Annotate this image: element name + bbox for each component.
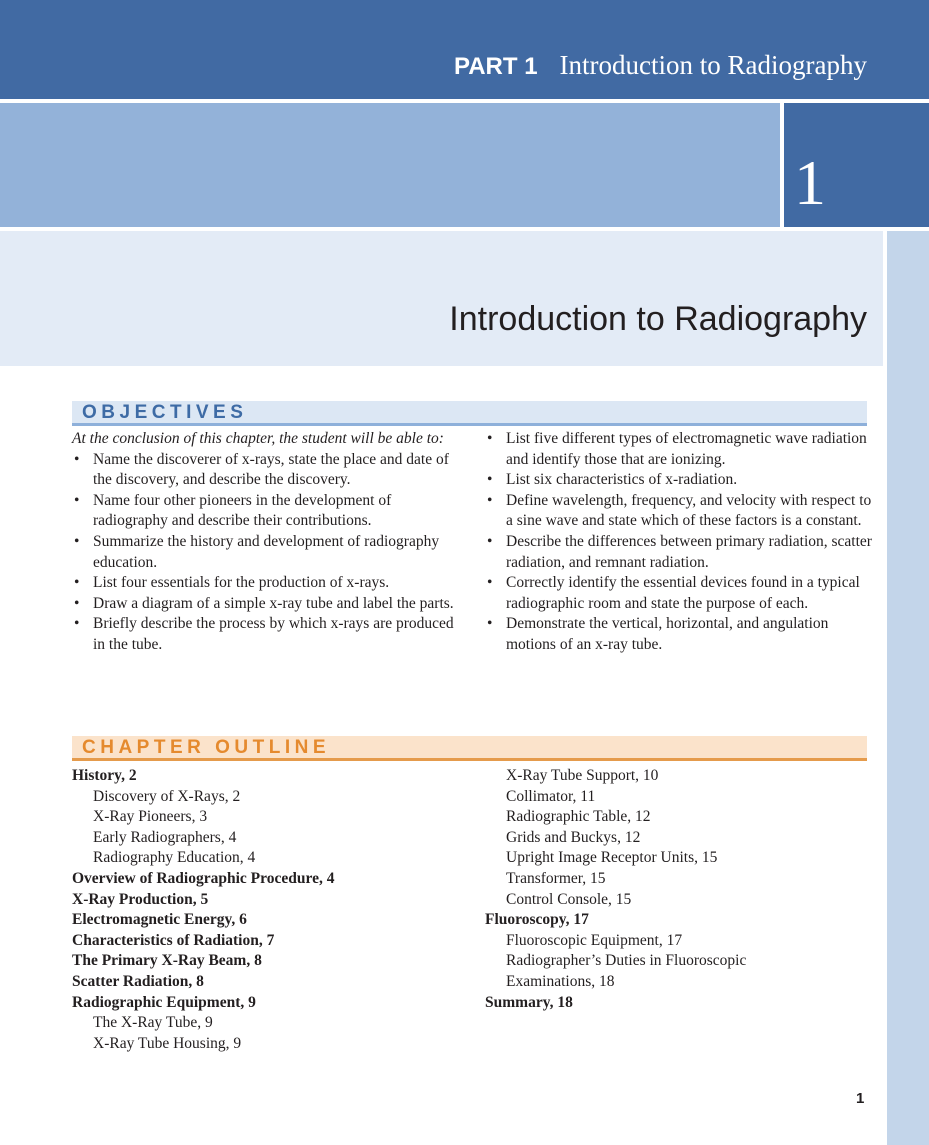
objective-item: • List six characteristics of x-radiation. [485, 470, 877, 491]
side-strip [887, 231, 929, 1145]
chapter-number: 1 [794, 147, 826, 218]
outline-right-column [485, 766, 877, 1013]
outline-entry: Grids and Buckys, 12 [506, 828, 641, 846]
outline-entry: Radiography Education, 4 [93, 849, 256, 867]
objective-item: • Name four other pioneers in the development of radiography and describe their contributions. [72, 491, 464, 532]
objective-item: • List four essentials for the production of x-rays. [72, 573, 464, 594]
objective-item: • List five different types of electromagnetic wave radiation and identify those that are ionizing. [485, 429, 877, 470]
outline-entry: Upright Image Receptor Units, 15 [506, 849, 718, 867]
outline-entry: Radiographer’s Duties in Fluoroscopic Examinations, 18 [506, 952, 747, 990]
outline-entry: Radiographic Table, 12 [506, 808, 651, 826]
outline-entry: Transformer, 15 [506, 869, 606, 887]
outline-entry: Collimator, 11 [506, 787, 596, 805]
objectives-right-column [485, 429, 877, 656]
chapter-title: Introduction to Radiography [449, 300, 867, 338]
outline-entry: Radiographic Equipment, 9 [72, 993, 256, 1011]
outline-entry: Control Console, 15 [506, 890, 632, 908]
objective-item: • Name the discoverer of x-rays, state the place and date of the discovery, and describe the discovery. [72, 450, 464, 491]
outline-entry: Characteristics of Radiation, 7 [72, 931, 275, 949]
objective-item: • Describe the differences between primary radiation, scatter radiation, and remnant radiation. [485, 532, 877, 573]
part-number: PART 1 [453, 53, 538, 80]
outline-entry: Discovery of X-Rays, 2 [93, 787, 241, 805]
outline-heading-label: CHAPTER OUTLINE [82, 737, 330, 758]
outline-entry: The Primary X-Ray Beam, 8 [72, 952, 262, 970]
outline-entry: Overview of Radiographic Procedure, 4 [72, 869, 335, 887]
outline-entry: The X-Ray Tube, 9 [93, 1014, 213, 1032]
outline-entry: Early Radiographers, 4 [93, 828, 237, 846]
outline-left-column [72, 766, 472, 1054]
objective-item: • Define wavelength, frequency, and velocity with respect to a sine wave and state which of these factors is a constant. [485, 491, 877, 532]
outline-entry: Summary, 18 [485, 993, 573, 1011]
objectives-list-right [485, 429, 877, 656]
objective-item: • Summarize the history and development of radiography education. [72, 532, 464, 573]
objective-item: • Demonstrate the vertical, horizontal, and angulation motions of an x-ray tube. [485, 614, 877, 655]
objectives-left-column [72, 429, 464, 656]
outline-entry: History, 2 [72, 767, 137, 784]
objectives-list-left [72, 450, 464, 656]
outline-heading [72, 736, 867, 758]
objective-item: • Draw a diagram of a simple x-ray tube and label the parts. [72, 594, 464, 615]
outline-entry: Fluoroscopy, 17 [485, 911, 589, 929]
objectives-heading [72, 401, 867, 423]
objective-item: • Correctly identify the essential devices found in a typical radiographic room and state the purpose of each. [485, 573, 877, 614]
outline-entry: X-Ray Tube Housing, 9 [93, 1034, 242, 1052]
chapter-banner [0, 103, 780, 227]
chapter-title-band [0, 231, 883, 366]
outline-entry: X-Ray Pioneers, 3 [93, 808, 208, 826]
part-label [454, 50, 867, 81]
objective-item: • Briefly describe the process by which x-rays are produced in the tube. [72, 614, 464, 655]
objectives-intro: At the conclusion of this chapter, the student will be able to: [72, 430, 444, 447]
outline-entry: X-Ray Tube Support, 10 [506, 767, 659, 784]
outline-entry: X-Ray Production, 5 [72, 890, 209, 908]
outline-list-right [485, 766, 877, 1013]
outline-entry: Scatter Radiation, 8 [72, 972, 204, 990]
page-number: 1 [856, 1090, 865, 1107]
part-title: Introduction to Radiography [559, 50, 867, 80]
outline-list-left [72, 766, 472, 1054]
outline-entry: Fluoroscopic Equipment, 17 [506, 931, 683, 949]
outline-entry: Electromagnetic Energy, 6 [72, 911, 247, 929]
objectives-heading-label: OBJECTIVES [82, 402, 248, 423]
